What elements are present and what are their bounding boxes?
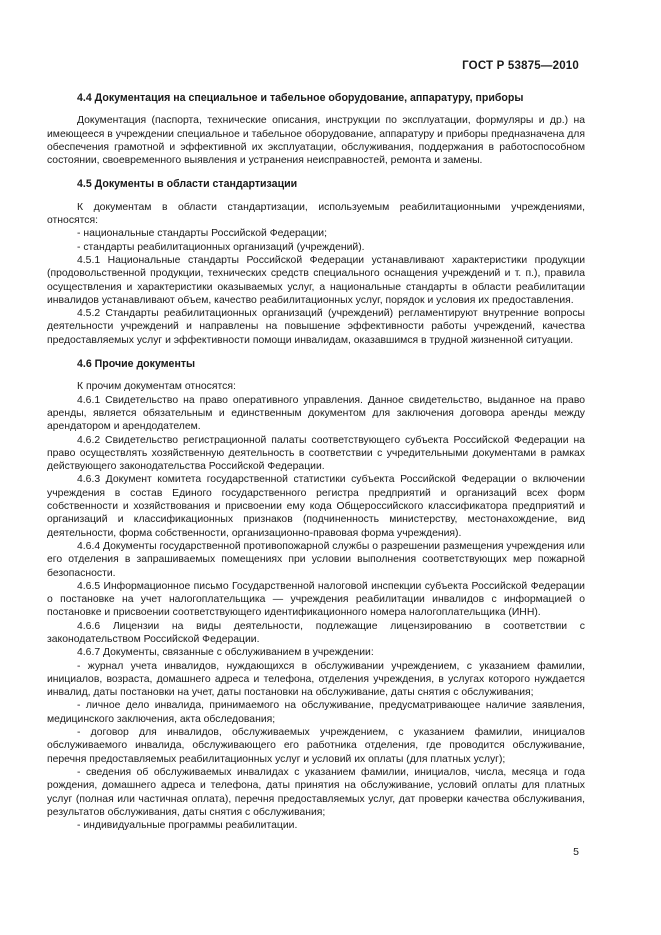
page-number: 5 [573,846,579,858]
list-item: - договор для инвалидов, обслуживаемых учреждением, с указанием фамилии, инициалов обслуживаемого инвалида, обслуживающего его работника отделения, где проводится обслуживание, перечня предоставляемых реабилитационных услуг и условий их оплаты (для платных услуг); [47,727,585,765]
paragraph: К документам в области стандартизации, используемым реабилитационными учреждениями, относятся: [47,201,585,227]
paragraph: 4.6.2 Свидетельство регистрационной палаты соответствующего субъекта Российской Федерации на право осуществлять хозяйственную деятельность в соответствии с учредительными документами в рамках действующего законодательства Российской Федерации. [47,434,585,473]
list-item: - личное дело инвалида, принимаемого на обслуживание, предусматривающее наличие заявления, медицинского заключения, акта обследования; [47,700,585,725]
paragraph: 4.6.5 Информационное письмо Государственной налоговой инспекции субъекта Российской Федерации о постановке на учет налогоплательщика — учреждения реабилитации инвалидов с информацией о постановке и присвоении соответствующего идентификационного номера налогоплательщика (ИНН). [47,580,585,619]
list-item: - сведения об обслуживаемых инвалидах с указанием фамилии, инициалов, числа, месяца и года рождения, домашнего адреса и телефона, даты принятия на обслуживание, условий оплаты для платных услуг (полная или частичная оплата), перечня предоставляемых услуг, дат проверки качества обслуживания, результатов обслуживания, даты снятия с обслуживания; [47,766,585,818]
list-item: - индивидуальные программы реабилитации. [77,820,298,832]
paragraph: 4.6.6 Лицензии на виды деятельности, подлежащие лицензированию в соответствии с законодательством Российской Федерации. [47,620,585,645]
paragraph: 4.6.1 Свидетельство на право оперативного управления. Данное свидетельство, выданное на право аренды, является обязательным и единственным документом для заключения договора аренды между арендатором и арендодателем. [47,394,585,433]
paragraph: 4.6.4 Документы государственной противопожарной службы о разрешении размещения учреждения или его отделения в запрашиваемых помещениях при условии выполнения соответствующих мер пожарной безопасности. [47,540,585,579]
paragraph: 4.6.7 Документы, связанные с обслуживанием в учреждении: [77,647,374,659]
section-heading: 4.5 Документы в области стандартизации [77,178,298,191]
paragraph: 4.5.2 Стандарты реабилитационных организаций (учреждений) регламентируют внутренние вопросы деятельности учреждений и направлены на повышение эффективности работы учреждений, качества предоставляемых услуг и эффективности помощи инвалидам, оказавшимся в трудной жизненной ситуации. [47,308,585,346]
paragraph: 4.6.3 Документ комитета государственной статистики субъекта Российской Федерации о включении учреждения в состав Единого государственного регистра предприятий и организаций всех форм собственности и хозяйствования и присвоении ему кода Общероссийского классификатора предприятий и организаций и классификационных признаков (подчиненность министерству, местонахождение, вид деятельности, форма собственности, организационно-правовая форма учреждения). [47,474,585,539]
list-item: - национальные стандарты Российской Федерации; [77,228,327,240]
paragraph: Документация (паспорта, технические описания, инструкции по эксплуатации, формуляры и др.) на имеющееся в учреждении специальное и табельное оборудование, аппаратуру и приборы предназначена для обеспечения грамотной и эффективной их эксплуатации, обслуживания, поддержания в работоспособном состоянии, своевременного выявления и устранения неисправностей, ремонта и замены. [47,115,585,167]
section-heading: 4.6 Прочие документы [77,358,196,371]
section-heading: 4.4 Документация на специальное и табельное оборудование, аппаратуру, приборы [77,92,524,104]
paragraph: 4.5.1 Национальные стандарты Российской Федерации устанавливают характеристики продукции (продовольственной продукции, технических средств специального оснащения учреждений и т. п.), правила осуществления и характеристики оказываемых услуг, а национальные стандарты в области реабилитации инвалидов устанавливают объем, качество реабилитационных услуг, порядок и условия их предоставления. [47,254,585,306]
list-item: - журнал учета инвалидов, нуждающихся в обслуживании учреждением, с указанием фамилии, инициалов, возраста, домашнего адреса и телефона, отделения учреждения, в услугах которого нуждается инвалид, даты постановки на учет, даты постановки на обслуживание, даты снятия с обслуживания; [47,660,585,699]
document-body [47,92,585,832]
standard-designation: ГОСТ Р 53875—2010 [462,60,579,72]
list-item: - стандарты реабилитационных организаций (учреждений). [77,241,365,253]
paragraph: К прочим документам относятся: [77,381,236,393]
